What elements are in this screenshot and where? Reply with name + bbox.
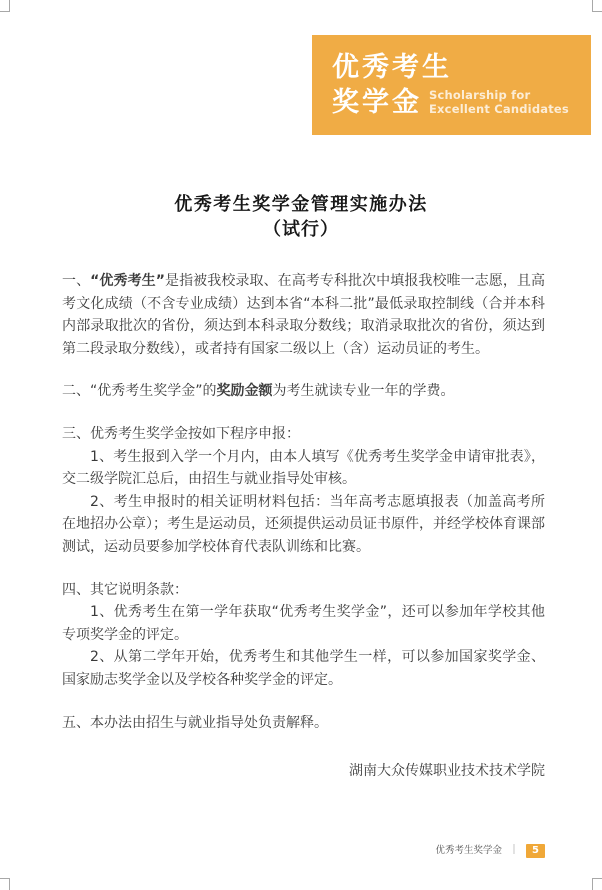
document-body [62, 270, 545, 783]
paragraph-bold-run: 奖励金额 [216, 383, 273, 400]
trim-mark-bottom-left [0, 878, 10, 890]
paragraph-run: 2、考生申报时的相关证明材料包括：当年高考志愿填报表（加盖高考所在地招办公章）；考生是运动员，还须提供运动员证书原件，并经学校体育课部测试，运动员要参加学校体育代表队训练和比赛。 [62, 493, 545, 555]
header-banner [312, 35, 591, 135]
paragraph [62, 579, 545, 602]
paragraph-bold-run: “优秀考生” [90, 273, 165, 289]
banner-title-line2: 奖学金 [332, 86, 422, 118]
paragraph-run: 四、其它说明条款： [62, 581, 188, 598]
paragraph [62, 601, 545, 646]
paragraph [62, 712, 545, 735]
banner-title-line2-row [332, 88, 591, 118]
signature: 湖南大众传媒职业技术技术学院 [349, 763, 545, 780]
page-footer [435, 844, 545, 858]
paragraph [62, 423, 545, 446]
banner-title-line1: 优秀考生 [332, 51, 452, 83]
paragraph-run: 二、“优秀考生奖学金”的 [62, 383, 217, 400]
document-subtitle: （试行） [263, 219, 339, 240]
page-number-badge: 5 [526, 844, 545, 858]
paragraph-run: 1、考生报到入学一个月内，由本人填写《优秀考生奖学金申请审批表》，交二级学院汇总后，由招生与就业指导处审核。 [62, 448, 545, 488]
paragraph-run: 一、 [62, 273, 91, 289]
paragraph-run: 三、优秀考生奖学金按如下程序申报： [62, 425, 300, 442]
paragraph [62, 270, 545, 360]
paragraph [62, 646, 545, 691]
paragraph-run: 2、从第二学年开始，优秀考生和其他学生一样，可以参加国家奖学金、国家励志奖学金以及学校各种奖学金的评定。 [62, 649, 545, 688]
paragraph [62, 380, 545, 403]
banner-subtitle-en [429, 89, 569, 116]
banner-subtitle-line2: Excellent Candidates [429, 101, 569, 116]
paragraph-run: 五、本办法由招生与就业指导处负责解释。 [62, 714, 328, 731]
footer-label: 优秀考生奖学金 [435, 845, 502, 856]
trim-mark-top-left [0, 0, 10, 12]
trim-mark-bottom-right [592, 878, 602, 890]
paragraph [62, 446, 545, 491]
footer-separator: ｜ [509, 845, 519, 856]
paragraph-run: 为考生就读专业一年的学费。 [272, 383, 455, 400]
paragraph-run: 1、优秀考生在第一学年获取“优秀考生奖学金”，还可以参加年学校其他专项奖学金的评定。 [62, 604, 545, 643]
trim-mark-top-right [592, 0, 602, 12]
banner-subtitle-line1: Scholarship for [429, 88, 531, 102]
paragraph [62, 491, 545, 559]
paragraph-run: 是指被我校录取、在高考专科批次中填报我校唯一志愿，且高考文化成绩（不含专业成绩）达到本省“本科二批”最低录取控制线（合并本科内部录取批次的省份，须达到本科录取分数线；取消录取批次的省份，须达到第二段录取分数线），或者持有国家二级以上（含）运动员证的考生。 [62, 273, 546, 357]
document-title: 优秀考生奖学金管理实施办法 [174, 194, 428, 215]
